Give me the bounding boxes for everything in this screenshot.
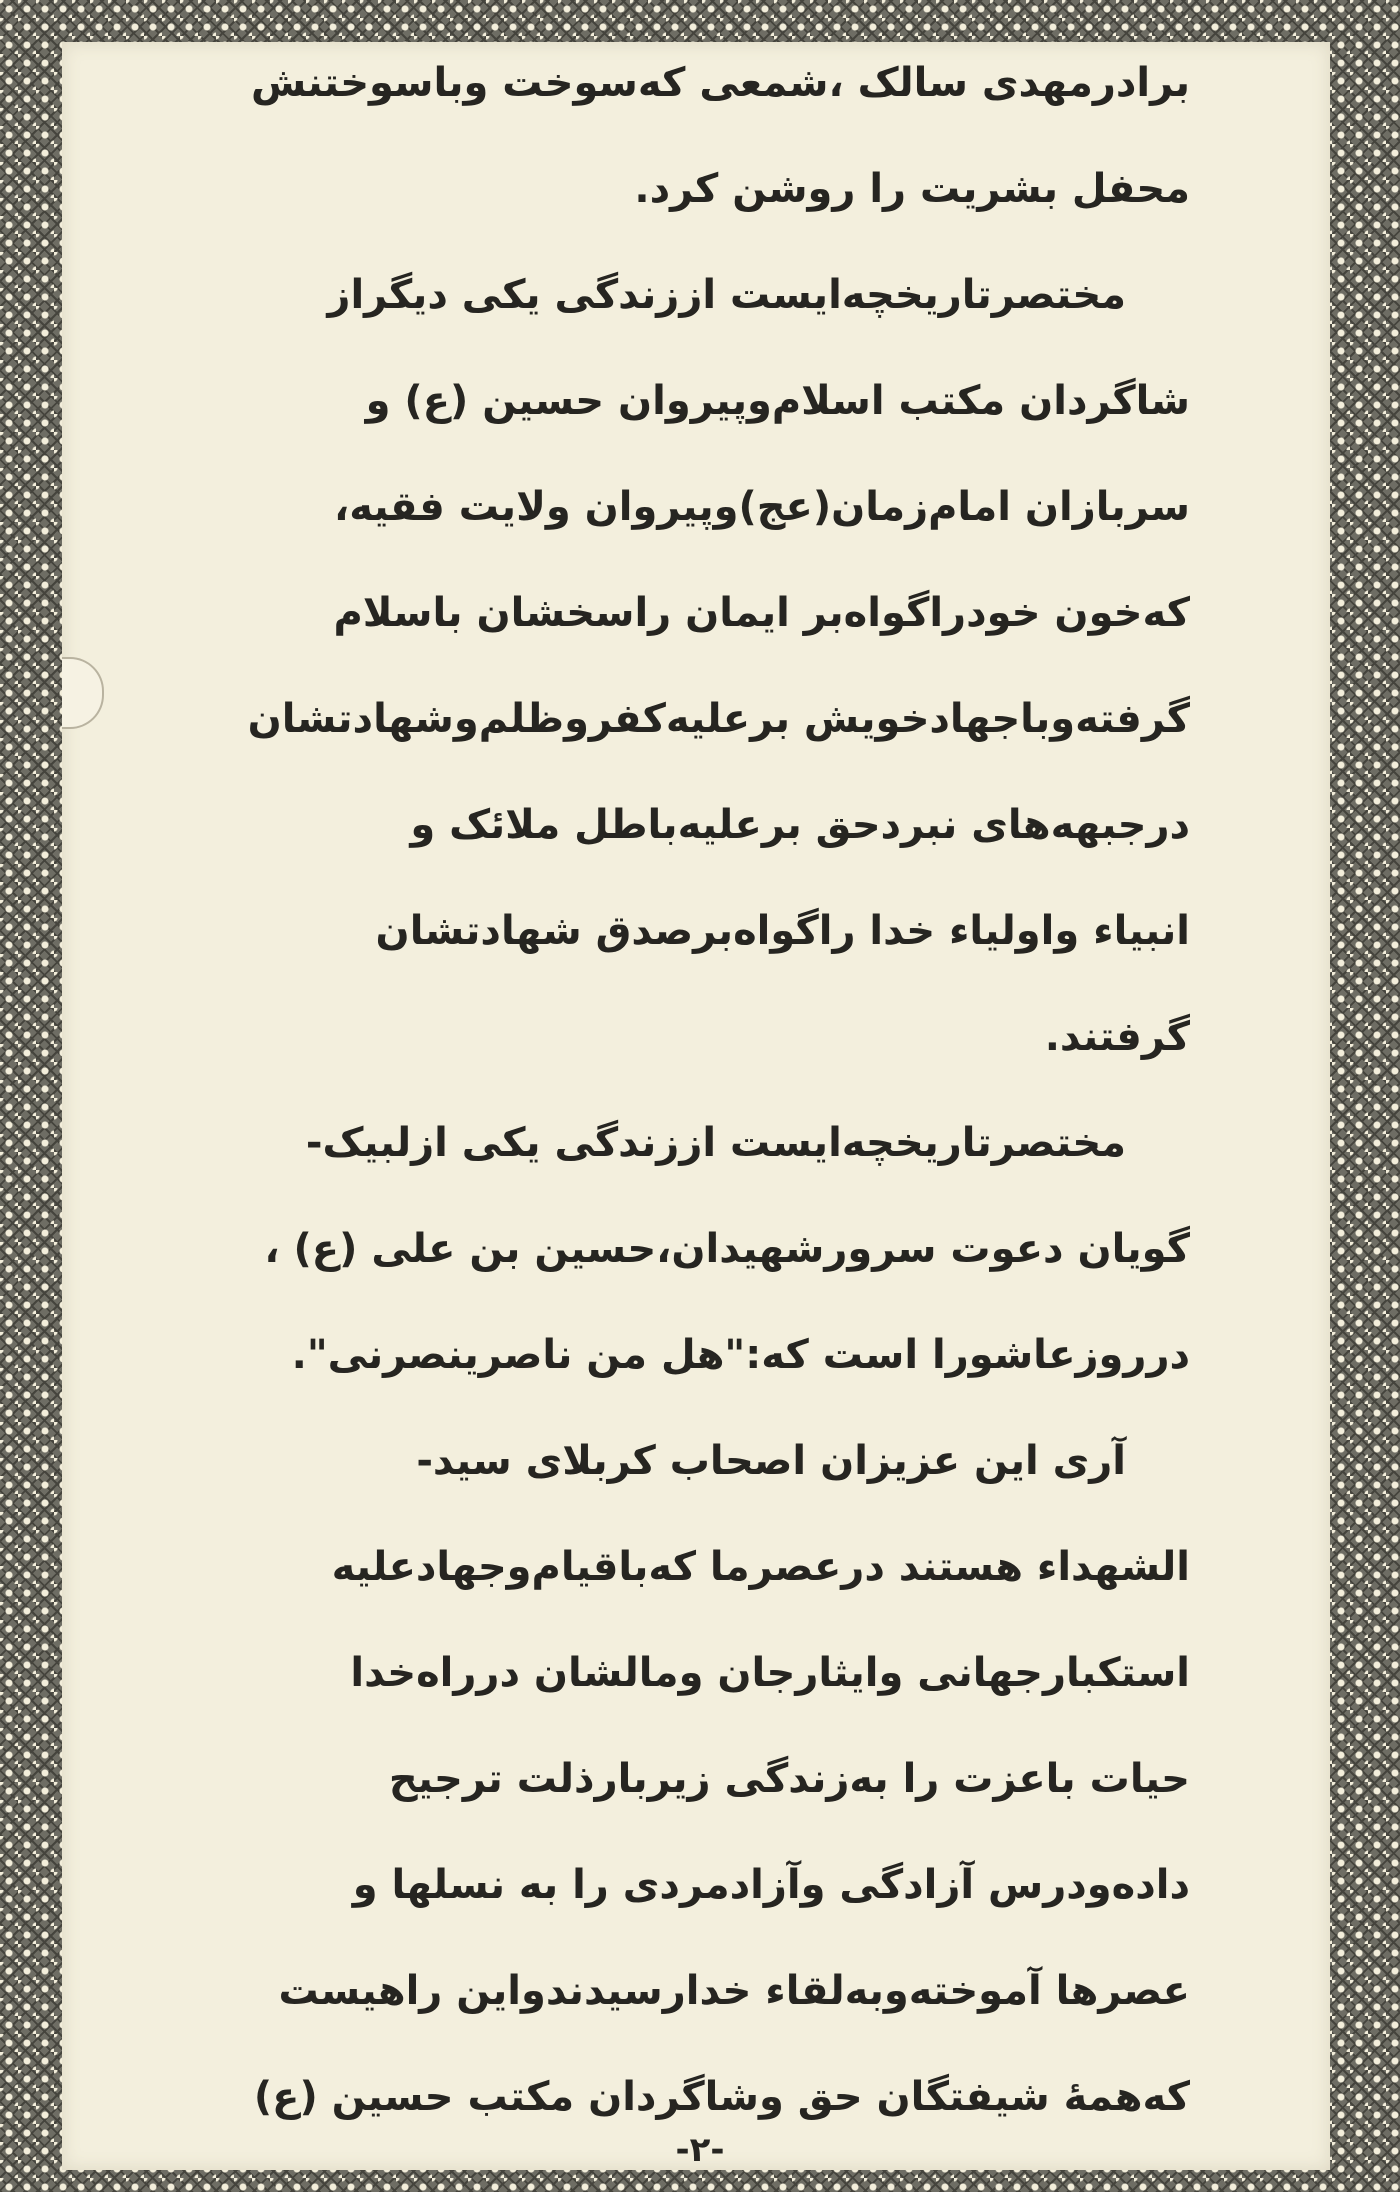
- page-number: -۲-: [675, 2130, 725, 2170]
- text-line: استکبارجهانی وایثارجان ومالشان درراه‌خدا: [350, 1650, 1190, 1696]
- text-line: گرفته‌وبا‌جهادخویش برعلیه‌کفروظلم‌وشهادتشان: [247, 696, 1190, 742]
- text-line: که‌همهٔ شیفتگان حق وشاگردان مکتب حسین (ع): [253, 2074, 1190, 2120]
- text-line: برادرمهدی سالک ،شمعی که‌سوخت وباسوختنش: [251, 60, 1190, 106]
- text-line: گرفتند.: [1044, 1014, 1190, 1060]
- text-line: مختصرتاریخچه‌ایست اززندگی یکی ازلبیک-: [305, 1120, 1126, 1166]
- text-line: داده‌ودرس آزادگی وآزادمردی را به نسلها و: [352, 1862, 1190, 1908]
- text-line: عصرها آموخته‌وبه‌لقاء خدارسیدندواین راهیست: [278, 1968, 1190, 2014]
- text-line: حیات باعزت را به‌زندگی زیربارذلت ترجیح: [388, 1756, 1190, 1802]
- text-line: سربازان امام‌زمان(عج)وپیروان ولایت فقیه،: [334, 484, 1190, 530]
- text-line: مختصرتاریخچه‌ایست اززندگی یکی دیگراز: [327, 272, 1126, 318]
- text-line: انبیاء واولیاء خدا راگواه‌برصدق شهادتشان: [375, 908, 1190, 954]
- body-text: [150, 30, 1190, 2150]
- text-line: محفل بشریت را روشن کرد.: [634, 166, 1190, 212]
- text-line: که‌خون خودراگواه‌بر ایمان راسخشان باسلام: [333, 590, 1190, 636]
- text-line: درجبهه‌های نبردحق برعلیه‌باطل ملائک و: [410, 802, 1190, 848]
- text-line: آری این عزیزان اصحاب کربلای سید-: [416, 1438, 1126, 1484]
- text-line: الشهداء هستند درعصرما که‌باقیام‌وجهادعلیه: [331, 1544, 1190, 1590]
- text-line: گویان دعوت سرورشهیدان،حسین بن علی (ع) ،: [264, 1226, 1190, 1272]
- binding-notch: [62, 657, 104, 729]
- text-line: درروزعاشورا است که:"هل من ناصرینصرنی".: [291, 1332, 1190, 1378]
- text-line: شاگردان مکتب اسلام‌وپیروان حسین (ع) و: [365, 378, 1190, 424]
